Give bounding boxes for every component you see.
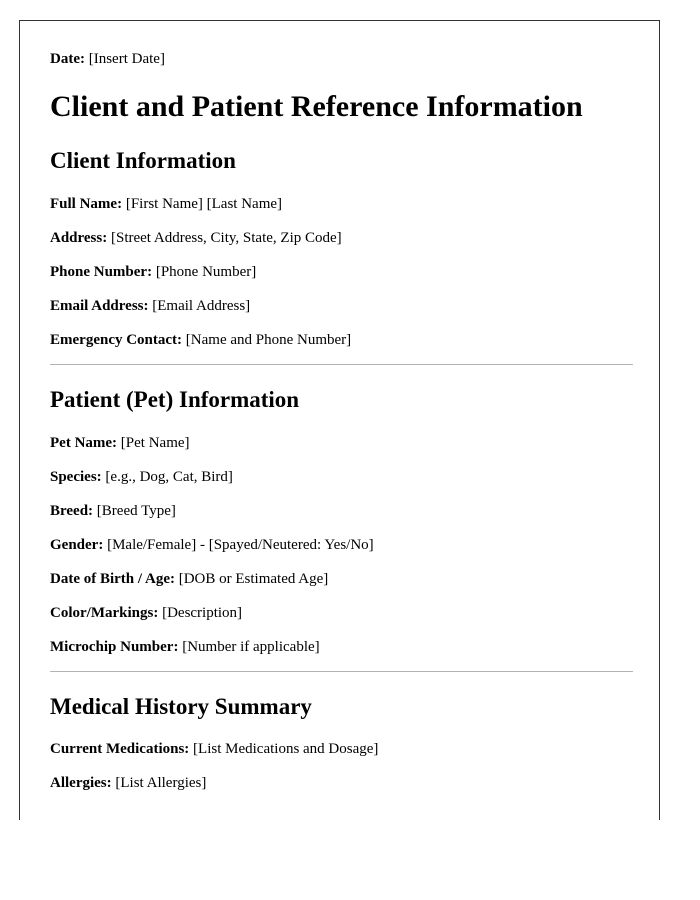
pet-gender-field <box>50 536 374 554</box>
field-value: [DOB or Estimated Age] <box>178 571 329 587</box>
pet-color-field <box>50 604 242 622</box>
field-label: Address: <box>50 230 108 246</box>
field-value: [Email Address] <box>152 298 251 314</box>
current-medications-field <box>50 740 378 758</box>
field-value: [Male/Female] - [Spayed/Neutered: Yes/No] <box>107 537 374 553</box>
field-value: [Street Address, City, State, Zip Code] <box>110 230 342 246</box>
field-value: [Description] <box>162 605 243 621</box>
date-field <box>50 50 165 68</box>
field-value: [Pet Name] <box>120 435 190 451</box>
field-value: [Name and Phone Number] <box>185 332 352 348</box>
field-label: Current Medications: <box>50 741 190 757</box>
field-value: [List Medications and Dosage] <box>193 741 379 757</box>
field-label: Date of Birth / Age: <box>50 571 175 587</box>
pet-dob-field <box>50 570 328 588</box>
date-value: [Insert Date] <box>88 51 165 67</box>
patient-section-heading: Patient (Pet) Information <box>50 387 300 412</box>
section-divider <box>50 364 633 365</box>
field-value: [e.g., Dog, Cat, Bird] <box>105 469 233 485</box>
field-label: Full Name: <box>50 196 123 212</box>
field-value: [List Allergies] <box>115 775 207 791</box>
field-label: Breed: <box>50 503 94 519</box>
field-label: Gender: <box>50 537 104 553</box>
date-label: Date: <box>50 51 85 67</box>
pet-microchip-field <box>50 638 320 656</box>
client-emergency-contact-field <box>50 331 351 349</box>
page-title: Client and Patient Reference Information <box>50 90 583 123</box>
field-label: Microchip Number: <box>50 639 179 655</box>
field-label: Color/Markings: <box>50 605 159 621</box>
client-email-field <box>50 297 250 315</box>
pet-breed-field <box>50 502 176 520</box>
field-value: [Breed Type] <box>96 503 176 519</box>
allergies-field <box>50 774 206 792</box>
client-full-name-field <box>50 195 282 213</box>
field-value: [Phone Number] <box>155 264 257 280</box>
field-label: Allergies: <box>50 775 112 791</box>
field-value: [Number if applicable] <box>182 639 320 655</box>
field-label: Email Address: <box>50 298 149 314</box>
client-address-field <box>50 229 342 247</box>
field-value: [First Name] [Last Name] <box>125 196 283 212</box>
section-divider <box>50 671 633 672</box>
field-label: Species: <box>50 469 102 485</box>
pet-name-field <box>50 434 190 452</box>
client-phone-field <box>50 263 256 281</box>
medical-section-heading: Medical History Summary <box>50 694 312 719</box>
field-label: Phone Number: <box>50 264 153 280</box>
client-section-heading: Client Information <box>50 148 236 173</box>
document-page <box>19 20 660 820</box>
field-label: Emergency Contact: <box>50 332 183 348</box>
pet-species-field <box>50 468 233 486</box>
field-label: Pet Name: <box>50 435 118 451</box>
